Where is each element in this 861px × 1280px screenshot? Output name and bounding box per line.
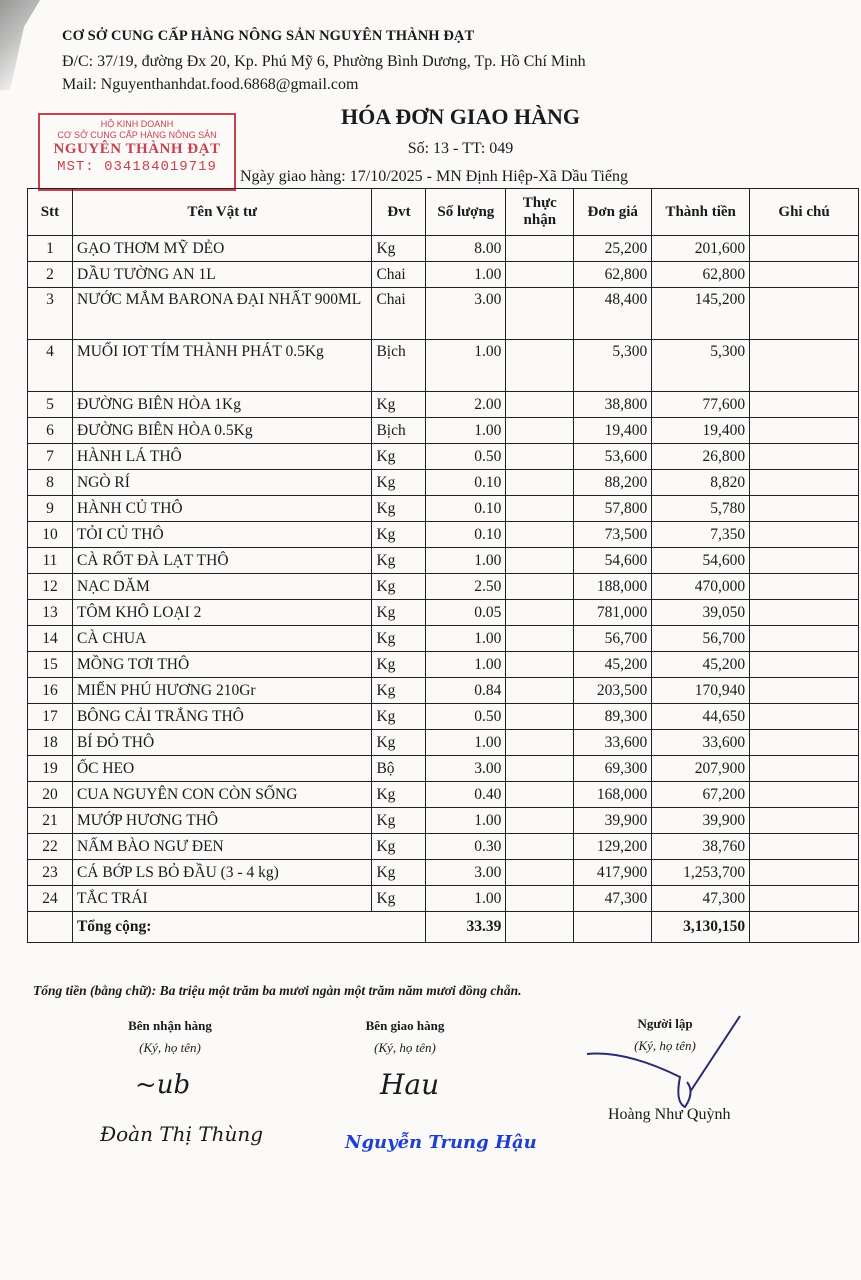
row-amount: 62,800 bbox=[652, 262, 750, 288]
row-qty: 0.10 bbox=[426, 522, 506, 548]
table-row bbox=[28, 418, 859, 444]
row-unit: Chai bbox=[372, 262, 426, 288]
row-stt: 7 bbox=[28, 444, 73, 470]
signature-hint: (Ký, họ tên) bbox=[374, 1040, 436, 1055]
table-row bbox=[28, 574, 859, 600]
company-email: Mail: Nguyenthanhdat.food.6868@gmail.com bbox=[62, 76, 359, 93]
table-row bbox=[28, 236, 859, 262]
table-row bbox=[28, 392, 859, 418]
row-qty: 0.30 bbox=[426, 834, 506, 860]
creator-signature-stroke bbox=[585, 1012, 745, 1112]
row-amount: 170,940 bbox=[652, 678, 750, 704]
row-received bbox=[506, 834, 574, 860]
table-row bbox=[28, 678, 859, 704]
table-row bbox=[28, 470, 859, 496]
row-price: 47,300 bbox=[574, 886, 652, 912]
table-row bbox=[28, 288, 859, 340]
row-qty: 1.00 bbox=[426, 262, 506, 288]
table-row bbox=[28, 522, 859, 548]
row-name: ĐƯỜNG BIÊN HÒA 1Kg bbox=[72, 392, 371, 418]
row-name: MUỐI IOT TÍM THÀNH PHÁT 0.5Kg bbox=[72, 340, 371, 392]
row-unit: Kg bbox=[372, 782, 426, 808]
row-received bbox=[506, 340, 574, 392]
row-price: 38,800 bbox=[574, 392, 652, 418]
row-stt: 10 bbox=[28, 522, 73, 548]
row-qty: 8.00 bbox=[426, 236, 506, 262]
row-qty: 1.00 bbox=[426, 886, 506, 912]
total-qty: 33.39 bbox=[426, 912, 506, 943]
stamp-line-1: HỘ KINH DOANH bbox=[100, 119, 174, 129]
row-stt: 16 bbox=[28, 678, 73, 704]
row-price: 56,700 bbox=[574, 626, 652, 652]
row-qty: 3.00 bbox=[426, 756, 506, 782]
row-note bbox=[750, 756, 859, 782]
row-name: CÀ RỐT ĐÀ LẠT THÔ bbox=[72, 548, 371, 574]
row-name: TẮC TRÁI bbox=[72, 886, 371, 912]
row-amount: 19,400 bbox=[652, 418, 750, 444]
row-name: CÁ BỚP LS BỎ ĐẦU (3 - 4 kg) bbox=[72, 860, 371, 886]
row-price: 89,300 bbox=[574, 704, 652, 730]
row-amount: 54,600 bbox=[652, 548, 750, 574]
row-received bbox=[506, 288, 574, 340]
table-row bbox=[28, 626, 859, 652]
signature-role: Người lập bbox=[637, 1016, 693, 1031]
row-unit: Kg bbox=[372, 236, 426, 262]
row-stt: 23 bbox=[28, 860, 73, 886]
row-price: 129,200 bbox=[574, 834, 652, 860]
table-header-row bbox=[28, 189, 859, 236]
table-row bbox=[28, 782, 859, 808]
creator-printed-name: Hoàng Như Quỳnh bbox=[608, 1106, 731, 1123]
row-name: DẦU TƯỜNG AN 1L bbox=[72, 262, 371, 288]
row-note bbox=[750, 444, 859, 470]
stamp-tax-code: MST: 034184019719 bbox=[57, 159, 217, 175]
row-name: ỐC HEO bbox=[72, 756, 371, 782]
row-name: GẠO THƠM MỸ DẺO bbox=[72, 236, 371, 262]
row-unit: Kg bbox=[372, 444, 426, 470]
row-unit: Kg bbox=[372, 626, 426, 652]
row-price: 57,800 bbox=[574, 496, 652, 522]
row-stt: 9 bbox=[28, 496, 73, 522]
row-qty: 1.00 bbox=[426, 340, 506, 392]
row-note bbox=[750, 496, 859, 522]
row-received bbox=[506, 522, 574, 548]
row-name: CUA NGUYÊN CON CÒN SỐNG bbox=[72, 782, 371, 808]
row-amount: 44,650 bbox=[652, 704, 750, 730]
row-qty: 3.00 bbox=[426, 860, 506, 886]
row-amount: 39,050 bbox=[652, 600, 750, 626]
row-stt: 12 bbox=[28, 574, 73, 600]
row-received bbox=[506, 496, 574, 522]
row-received bbox=[506, 678, 574, 704]
row-price: 33,600 bbox=[574, 730, 652, 756]
row-qty: 1.00 bbox=[426, 730, 506, 756]
row-qty: 0.40 bbox=[426, 782, 506, 808]
row-price: 53,600 bbox=[574, 444, 652, 470]
table-row bbox=[28, 704, 859, 730]
row-amount: 77,600 bbox=[652, 392, 750, 418]
row-stt: 3 bbox=[28, 288, 73, 340]
row-unit: Kg bbox=[372, 392, 426, 418]
row-price: 5,300 bbox=[574, 340, 652, 392]
col-header: Đvt bbox=[372, 189, 426, 236]
row-note bbox=[750, 730, 859, 756]
signature-role: Bên nhận hàng bbox=[128, 1018, 212, 1033]
row-note bbox=[750, 522, 859, 548]
row-stt: 19 bbox=[28, 756, 73, 782]
row-amount: 47,300 bbox=[652, 886, 750, 912]
row-note bbox=[750, 340, 859, 392]
row-price: 168,000 bbox=[574, 782, 652, 808]
row-qty: 2.50 bbox=[426, 574, 506, 600]
company-header bbox=[62, 28, 586, 94]
row-note bbox=[750, 288, 859, 340]
row-qty: 1.00 bbox=[426, 548, 506, 574]
row-unit: Kg bbox=[372, 834, 426, 860]
row-qty: 3.00 bbox=[426, 288, 506, 340]
row-amount: 45,200 bbox=[652, 652, 750, 678]
row-unit: Bộ bbox=[372, 756, 426, 782]
row-received bbox=[506, 574, 574, 600]
row-received bbox=[506, 444, 574, 470]
row-unit: Kg bbox=[372, 652, 426, 678]
invoice-number: Số: 13 - TT: 049 bbox=[407, 140, 514, 157]
row-amount: 56,700 bbox=[652, 626, 750, 652]
row-price: 781,000 bbox=[574, 600, 652, 626]
deliverer-signature-scribble: Hau bbox=[380, 1068, 440, 1101]
row-qty: 1.00 bbox=[426, 418, 506, 444]
row-qty: 1.00 bbox=[426, 626, 506, 652]
row-name: TÔM KHÔ LOẠI 2 bbox=[72, 600, 371, 626]
row-price: 69,300 bbox=[574, 756, 652, 782]
row-stt: 15 bbox=[28, 652, 73, 678]
row-qty: 0.05 bbox=[426, 600, 506, 626]
signature-role: Bên giao hàng bbox=[365, 1018, 445, 1033]
col-header: Số lượng bbox=[426, 189, 506, 236]
row-amount: 5,780 bbox=[652, 496, 750, 522]
signature-hint: (Ký, họ tên) bbox=[139, 1040, 201, 1055]
row-stt: 14 bbox=[28, 626, 73, 652]
row-received bbox=[506, 652, 574, 678]
row-note bbox=[750, 886, 859, 912]
row-name: HÀNH CỦ THÔ bbox=[72, 496, 371, 522]
row-unit: Kg bbox=[372, 548, 426, 574]
receiver-handwritten-name: Đoàn Thị Thùng bbox=[100, 1122, 264, 1146]
row-amount: 26,800 bbox=[652, 444, 750, 470]
delivery-info: Ngày giao hàng: 17/10/2025 - MN Định Hiệp-Xã Dầu Tiếng bbox=[240, 168, 628, 185]
row-price: 417,900 bbox=[574, 860, 652, 886]
col-header: Thành tiền bbox=[652, 189, 750, 236]
row-stt: 4 bbox=[28, 340, 73, 392]
col-header: Ghi chú bbox=[750, 189, 859, 236]
row-received bbox=[506, 548, 574, 574]
row-stt: 13 bbox=[28, 600, 73, 626]
row-stt: 5 bbox=[28, 392, 73, 418]
row-received bbox=[506, 600, 574, 626]
row-received bbox=[506, 470, 574, 496]
row-price: 25,200 bbox=[574, 236, 652, 262]
deliverer-handwritten-name: Nguyễn Trung Hậu bbox=[345, 1132, 537, 1153]
row-amount: 207,900 bbox=[652, 756, 750, 782]
row-qty: 0.50 bbox=[426, 704, 506, 730]
col-header: Đơn giá bbox=[574, 189, 652, 236]
row-note bbox=[750, 678, 859, 704]
row-received bbox=[506, 704, 574, 730]
row-note bbox=[750, 262, 859, 288]
items-table bbox=[27, 188, 859, 943]
row-qty: 0.10 bbox=[426, 496, 506, 522]
row-unit: Kg bbox=[372, 860, 426, 886]
row-received bbox=[506, 886, 574, 912]
company-address: Đ/C: 37/19, đường Đx 20, Kp. Phú Mỹ 6, Phường Bình Dương, Tp. Hồ Chí Minh bbox=[62, 53, 586, 70]
row-qty: 0.50 bbox=[426, 444, 506, 470]
row-unit: Kg bbox=[372, 678, 426, 704]
row-received bbox=[506, 418, 574, 444]
row-unit: Kg bbox=[372, 574, 426, 600]
table-row bbox=[28, 756, 859, 782]
total-amount: 3,130,150 bbox=[652, 912, 750, 943]
row-unit: Kg bbox=[372, 886, 426, 912]
row-stt: 6 bbox=[28, 418, 73, 444]
row-received bbox=[506, 782, 574, 808]
row-stt: 2 bbox=[28, 262, 73, 288]
row-qty: 0.84 bbox=[426, 678, 506, 704]
row-amount: 38,760 bbox=[652, 834, 750, 860]
row-unit: Kg bbox=[372, 600, 426, 626]
row-name: NƯỚC MẮM BARONA ĐẠI NHẤT 900ML bbox=[72, 288, 371, 340]
row-unit: Kg bbox=[372, 704, 426, 730]
row-received bbox=[506, 730, 574, 756]
row-unit: Bịch bbox=[372, 340, 426, 392]
row-qty: 1.00 bbox=[426, 808, 506, 834]
table-row bbox=[28, 730, 859, 756]
total-label: Tổng cộng: bbox=[72, 912, 425, 943]
row-note bbox=[750, 600, 859, 626]
table-row bbox=[28, 808, 859, 834]
row-amount: 5,300 bbox=[652, 340, 750, 392]
row-name: CÀ CHUA bbox=[72, 626, 371, 652]
row-name: ĐƯỜNG BIÊN HÒA 0.5Kg bbox=[72, 418, 371, 444]
row-amount: 470,000 bbox=[652, 574, 750, 600]
row-qty: 0.10 bbox=[426, 470, 506, 496]
row-name: NẠC DĂM bbox=[72, 574, 371, 600]
row-note bbox=[750, 782, 859, 808]
row-stt: 8 bbox=[28, 470, 73, 496]
signature-deliverer bbox=[330, 1018, 480, 1056]
row-unit: Kg bbox=[372, 730, 426, 756]
row-amount: 8,820 bbox=[652, 470, 750, 496]
table-row bbox=[28, 496, 859, 522]
table-row bbox=[28, 548, 859, 574]
row-name: NẤM BÀO NGƯ ĐEN bbox=[72, 834, 371, 860]
row-price: 48,400 bbox=[574, 288, 652, 340]
row-note bbox=[750, 704, 859, 730]
row-unit: Bịch bbox=[372, 418, 426, 444]
table-row bbox=[28, 340, 859, 392]
stamp-line-2: CƠ SỞ CUNG CẤP HÀNG NÔNG SẢN bbox=[57, 130, 217, 140]
row-received bbox=[506, 756, 574, 782]
row-note bbox=[750, 652, 859, 678]
row-note bbox=[750, 236, 859, 262]
row-note bbox=[750, 418, 859, 444]
row-stt: 21 bbox=[28, 808, 73, 834]
row-note bbox=[750, 834, 859, 860]
torn-paper-edge bbox=[0, 0, 40, 90]
row-received bbox=[506, 860, 574, 886]
row-name: TỎI CỦ THÔ bbox=[72, 522, 371, 548]
row-received bbox=[506, 262, 574, 288]
row-unit: Kg bbox=[372, 470, 426, 496]
invoice-title: HÓA ĐƠN GIAO HÀNG bbox=[341, 104, 580, 129]
company-name: CƠ SỞ CUNG CẤP HÀNG NÔNG SẢN NGUYÊN THÀNH ĐẠT bbox=[62, 28, 475, 44]
row-price: 54,600 bbox=[574, 548, 652, 574]
row-received bbox=[506, 808, 574, 834]
row-note bbox=[750, 626, 859, 652]
row-unit: Kg bbox=[372, 522, 426, 548]
row-name: BÍ ĐỎ THÔ bbox=[72, 730, 371, 756]
row-stt: 22 bbox=[28, 834, 73, 860]
row-note bbox=[750, 470, 859, 496]
table-row bbox=[28, 262, 859, 288]
row-name: NGÒ RÍ bbox=[72, 470, 371, 496]
table-row bbox=[28, 652, 859, 678]
amount-in-words: Tổng tiền (bằng chữ): Ba triệu một trăm ba mươi ngàn một trăm năm mươi đồng chẵn. bbox=[33, 983, 522, 998]
row-amount: 1,253,700 bbox=[652, 860, 750, 886]
row-name: BÔNG CẢI TRẮNG THÔ bbox=[72, 704, 371, 730]
row-stt: 11 bbox=[28, 548, 73, 574]
row-received bbox=[506, 626, 574, 652]
col-header: Tên Vật tư bbox=[72, 189, 371, 236]
table-row bbox=[28, 444, 859, 470]
total-row bbox=[28, 912, 859, 943]
table-row bbox=[28, 834, 859, 860]
row-amount: 201,600 bbox=[652, 236, 750, 262]
row-unit: Chai bbox=[372, 288, 426, 340]
row-amount: 39,900 bbox=[652, 808, 750, 834]
row-price: 39,900 bbox=[574, 808, 652, 834]
table-row bbox=[28, 886, 859, 912]
row-price: 203,500 bbox=[574, 678, 652, 704]
row-price: 19,400 bbox=[574, 418, 652, 444]
row-stt: 1 bbox=[28, 236, 73, 262]
row-name: HÀNH LÁ THÔ bbox=[72, 444, 371, 470]
row-note bbox=[750, 574, 859, 600]
row-amount: 7,350 bbox=[652, 522, 750, 548]
signature-hint: (Ký, họ tên) bbox=[634, 1038, 696, 1053]
row-price: 62,800 bbox=[574, 262, 652, 288]
table-row bbox=[28, 600, 859, 626]
row-note bbox=[750, 808, 859, 834]
row-price: 188,000 bbox=[574, 574, 652, 600]
row-stt: 18 bbox=[28, 730, 73, 756]
row-amount: 33,600 bbox=[652, 730, 750, 756]
row-qty: 1.00 bbox=[426, 652, 506, 678]
row-qty: 2.00 bbox=[426, 392, 506, 418]
row-amount: 145,200 bbox=[652, 288, 750, 340]
row-amount: 67,200 bbox=[652, 782, 750, 808]
row-note bbox=[750, 860, 859, 886]
row-note bbox=[750, 392, 859, 418]
row-received bbox=[506, 236, 574, 262]
row-stt: 24 bbox=[28, 886, 73, 912]
signature-receiver bbox=[95, 1018, 245, 1056]
row-name: MỒNG TƠI THÔ bbox=[72, 652, 371, 678]
row-stt: 20 bbox=[28, 782, 73, 808]
receiver-signature-scribble: ~ub bbox=[135, 1070, 191, 1100]
row-note bbox=[750, 548, 859, 574]
col-header: Thực nhận bbox=[506, 189, 574, 236]
stamp-line-3: NGUYÊN THÀNH ĐẠT bbox=[53, 141, 221, 157]
table-row bbox=[28, 860, 859, 886]
row-received bbox=[506, 392, 574, 418]
row-unit: Kg bbox=[372, 496, 426, 522]
row-name: MƯỚP HƯƠNG THÔ bbox=[72, 808, 371, 834]
row-price: 73,500 bbox=[574, 522, 652, 548]
row-unit: Kg bbox=[372, 808, 426, 834]
row-name: MIẾN PHÚ HƯƠNG 210Gr bbox=[72, 678, 371, 704]
col-header: Stt bbox=[28, 189, 73, 236]
row-price: 45,200 bbox=[574, 652, 652, 678]
row-stt: 17 bbox=[28, 704, 73, 730]
row-price: 88,200 bbox=[574, 470, 652, 496]
